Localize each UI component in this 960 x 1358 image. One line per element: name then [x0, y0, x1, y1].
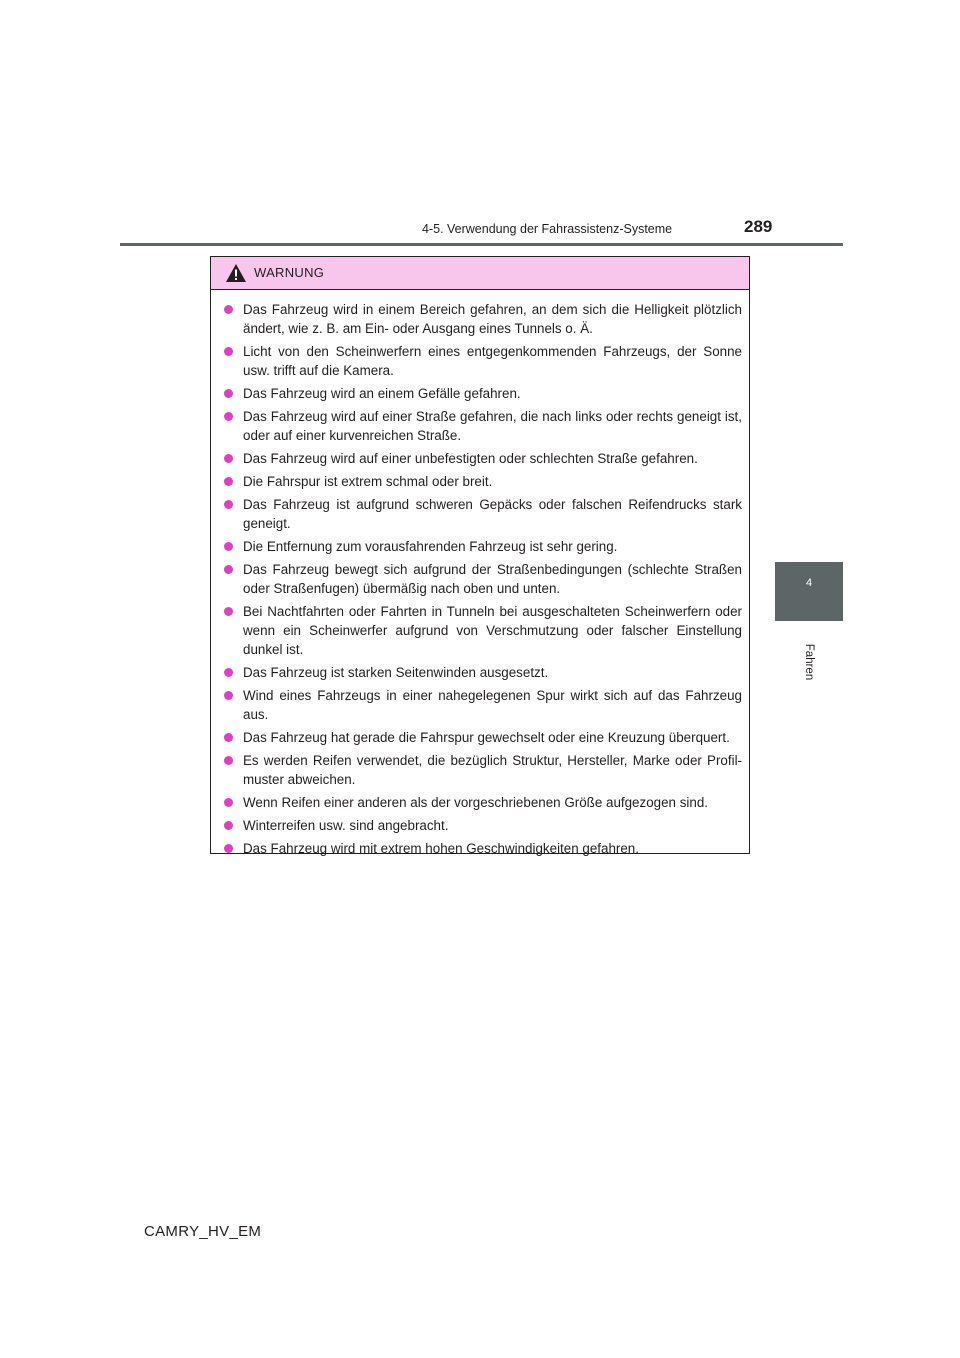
warning-item-text: Wenn Reifen einer anderen als der vorgeschriebenen Größe aufgezogen sind.: [243, 795, 708, 810]
warning-item-text: Es werden Reifen verwendet, die bezüglich Struktur, Hersteller, Marke oder Profil-muster abweichen.: [243, 753, 742, 787]
warning-list-item: [224, 728, 742, 747]
warning-list-item: [224, 751, 742, 789]
bullet-icon: [224, 412, 233, 421]
warning-item-text: Winterreifen usw. sind angebracht.: [243, 818, 449, 833]
chapter-label-container: [803, 632, 815, 692]
warning-item-text: Das Fahrzeug bewegt sich aufgrund der Straßenbedingungen (schlechte Straßen oder Straßenfugen) übermäßig nach oben und unten.: [243, 562, 742, 596]
warning-list-item: [224, 537, 742, 556]
warning-list-item: [224, 686, 742, 724]
header-divider: [120, 243, 843, 246]
warning-item-text: Wind eines Fahrzeugs in einer nahegelegenen Spur wirkt sich auf das Fahrzeug aus.: [243, 688, 742, 722]
bullet-icon: [224, 477, 233, 486]
warning-box: [210, 256, 750, 854]
warning-item-text: Licht von den Scheinwerfern eines entgegenkommenden Fahrzeugs, der Sonne usw. trifft auf die Kamera.: [243, 344, 742, 378]
bullet-icon: [224, 454, 233, 463]
warning-list-item: [224, 793, 742, 812]
warning-item-text: Das Fahrzeug wird auf einer unbefestigten oder schlechten Straße gefahren.: [243, 451, 698, 466]
chapter-label: Fahren: [803, 643, 815, 681]
document-code: CAMRY_HV_EM: [144, 1223, 262, 1240]
bullet-icon: [224, 733, 233, 742]
warning-item-text: Das Fahrzeug wird in einem Bereich gefahren, an dem sich die Helligkeit plötzlich ändert, wie z. B. am Ein- oder Ausgang eines Tunnels o. Ä.: [243, 302, 742, 336]
warning-list-item: [224, 602, 742, 659]
bullet-icon: [224, 500, 233, 509]
bullet-icon: [224, 756, 233, 765]
warning-list-item: [224, 816, 742, 835]
bullet-icon: [224, 305, 233, 314]
warning-item-text: Das Fahrzeug wird auf einer Straße gefahren, die nach links oder rechts geneigt ist, oder auf einer kurvenreichen Straße.: [243, 409, 742, 443]
warning-header: [211, 257, 749, 290]
warning-item-text: Das Fahrzeug hat gerade die Fahrspur gewechselt oder eine Kreuzung überquert.: [243, 730, 730, 745]
warning-list-item: [224, 560, 742, 598]
page-number: 289: [744, 217, 773, 236]
warning-list-item: [224, 407, 742, 445]
chapter-number: 4: [805, 577, 813, 589]
warning-item-text: Das Fahrzeug ist starken Seitenwinden ausgesetzt.: [243, 665, 549, 680]
warning-item-text: Das Fahrzeug ist aufgrund schweren Gepäcks oder falschen Reifendrucks stark geneigt.: [243, 497, 742, 531]
warning-list-item: [224, 449, 742, 468]
warning-item-text: Das Fahrzeug wird an einem Gefälle gefahren.: [243, 386, 521, 401]
warning-list-item: [224, 384, 742, 403]
warning-item-text: Die Entfernung zum vorausfahrenden Fahrzeug ist sehr gering.: [243, 539, 618, 554]
bullet-icon: [224, 347, 233, 356]
bullet-icon: [224, 668, 233, 677]
warning-list-item: [224, 495, 742, 533]
warning-list-item: [224, 300, 742, 338]
bullet-icon: [224, 821, 233, 830]
bullet-icon: [224, 565, 233, 574]
warning-list: [211, 290, 749, 858]
warning-list-item: [224, 663, 742, 682]
warning-list-item: [224, 472, 742, 491]
warning-list-item: [224, 839, 742, 858]
warning-item-text: Die Fahrspur ist extrem schmal oder breit.: [243, 474, 493, 489]
bullet-icon: [224, 691, 233, 700]
bullet-icon: [224, 844, 233, 853]
section-title: 4-5. Verwendung der Fahrassistenz-Systeme: [422, 222, 673, 236]
chapter-tab[interactable]: [775, 562, 843, 621]
warning-list-item: [224, 342, 742, 380]
bullet-icon: [224, 798, 233, 807]
warning-triangle-icon: [225, 263, 247, 283]
warning-item-text: Bei Nachtfahrten oder Fahrten in Tunneln bei ausgeschalteten Scheinwerfern oder wenn ein Scheinwerfer aufgrund von Verschmutzung oder falscher Einstellung dunkel ist.: [243, 604, 742, 657]
warning-item-text: Das Fahrzeug wird mit extrem hohen Geschwindigkeiten gefahren.: [243, 841, 639, 856]
bullet-icon: [224, 542, 233, 551]
bullet-icon: [224, 389, 233, 398]
warning-title: WARNUNG: [254, 265, 325, 280]
bullet-icon: [224, 607, 233, 616]
